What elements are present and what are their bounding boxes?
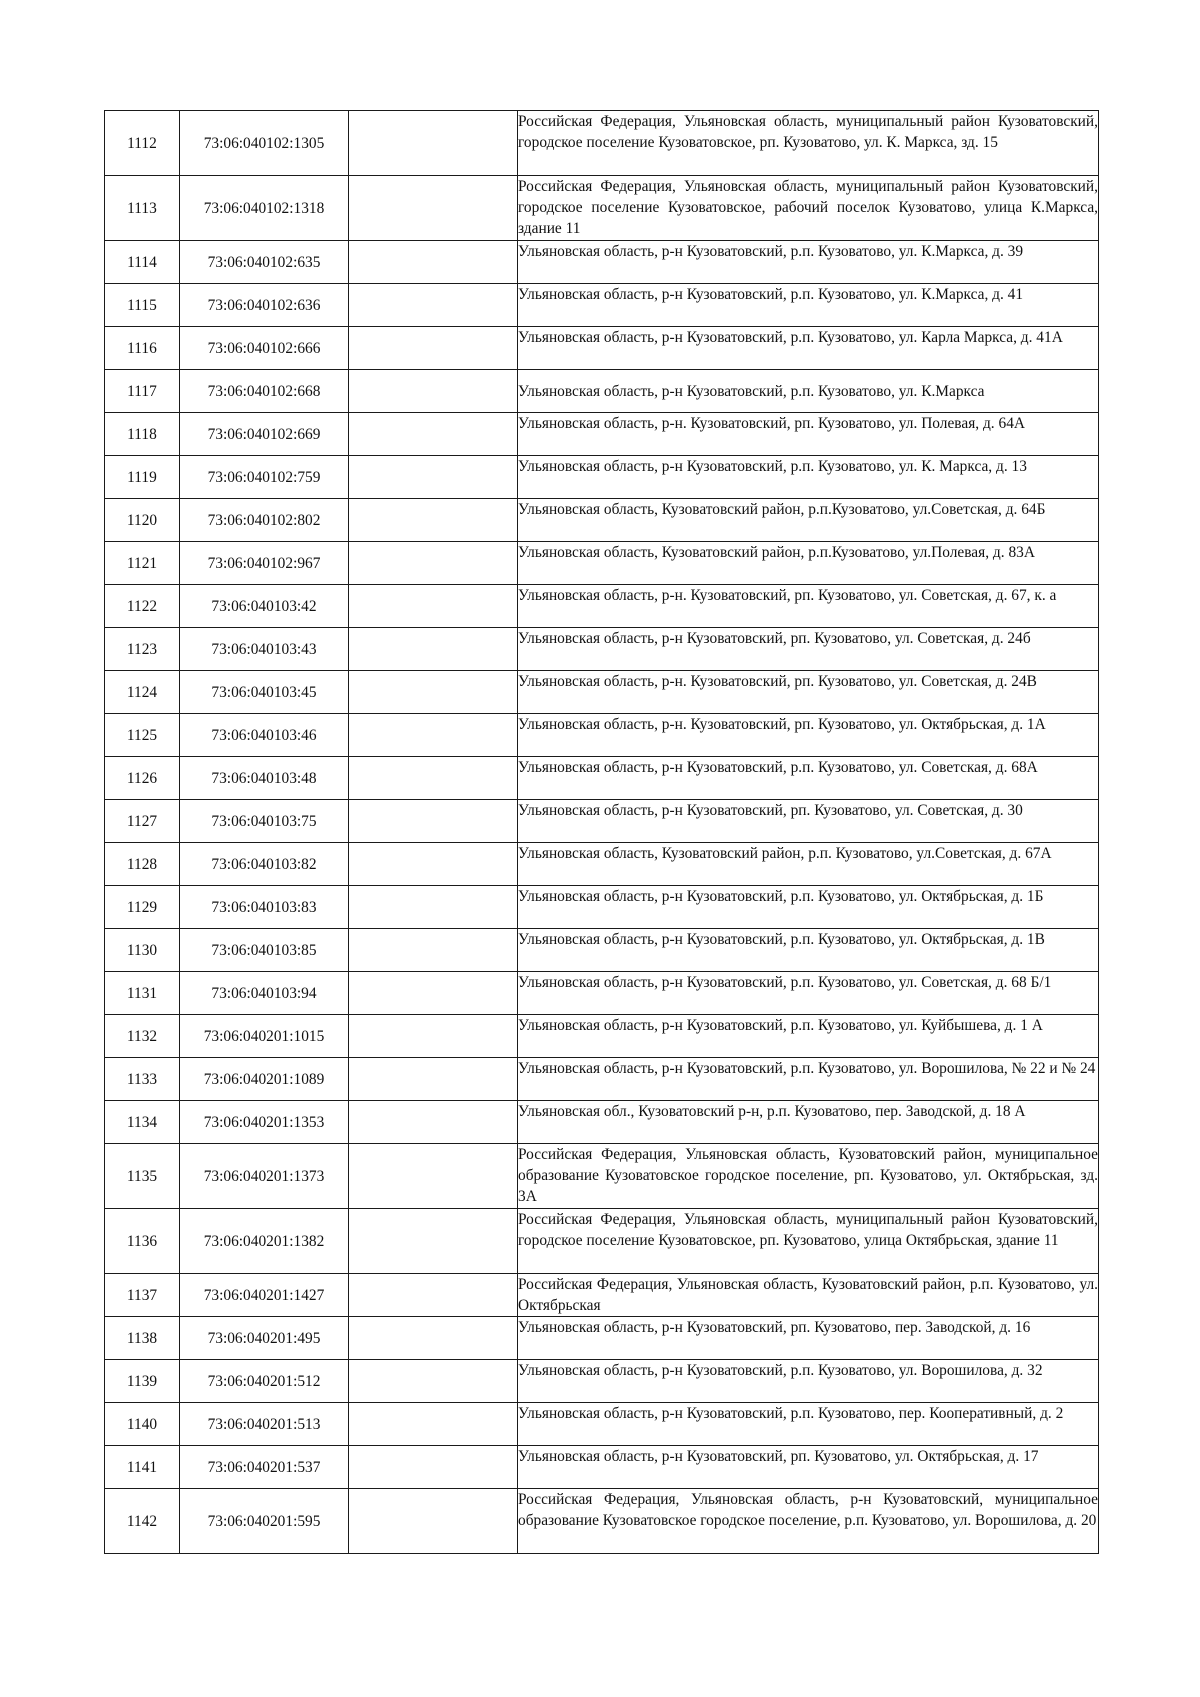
empty-cell [349, 284, 518, 327]
empty-cell [349, 1489, 518, 1554]
address-cell: Ульяновская область, р-н Кузоватовский, р.п. Кузоватово, ул. К. Маркса, д. 13 [518, 456, 1099, 499]
table-row [105, 1274, 1099, 1317]
row-number: 1125 [105, 714, 180, 757]
cadastral-number: 73:06:040103:82 [180, 843, 349, 886]
cadastral-number: 73:06:040102:1318 [180, 176, 349, 241]
cadastral-number: 73:06:040103:85 [180, 929, 349, 972]
table-row [105, 1015, 1099, 1058]
address-cell: Российская Федерация, Ульяновская область, Кузоватовский район, р.п. Кузоватово, ул. Октябрьская [518, 1274, 1099, 1317]
table-row [105, 1403, 1099, 1446]
cadastral-number: 73:06:040102:759 [180, 456, 349, 499]
address-cell: Ульяновская область, Кузоватовский район, р.п.Кузоватово, ул.Советская, д. 64Б [518, 499, 1099, 542]
cadastral-number: 73:06:040102:666 [180, 327, 349, 370]
table-row [105, 972, 1099, 1015]
row-number: 1120 [105, 499, 180, 542]
cadastral-number: 73:06:040102:635 [180, 241, 349, 284]
table-row [105, 176, 1099, 241]
empty-cell [349, 542, 518, 585]
address-cell: Ульяновская область, р-н Кузоватовский, р.п. Кузоватово, ул. К.Маркса, д. 39 [518, 241, 1099, 284]
address-cell: Ульяновская область, р-н Кузоватовский, р.п. Кузоватово, ул. Советская, д. 68А [518, 757, 1099, 800]
empty-cell [349, 499, 518, 542]
property-registry-table [104, 110, 1099, 1554]
empty-cell [349, 1360, 518, 1403]
cadastral-number: 73:06:040102:1305 [180, 111, 349, 176]
table-row [105, 585, 1099, 628]
cadastral-number: 73:06:040103:46 [180, 714, 349, 757]
address-cell: Ульяновская область, р-н Кузоватовский, р.п. Кузоватово, ул. К.Маркса [518, 370, 1099, 413]
address-cell: Российская Федерация, Ульяновская область, муниципальный район Кузоватовский, городское поселение Кузоватовское, рп. Кузоватово, улица Октябрьская, здание 11 [518, 1209, 1099, 1274]
empty-cell [349, 1317, 518, 1360]
cadastral-number: 73:06:040103:42 [180, 585, 349, 628]
address-cell: Российская Федерация, Ульяновская область, муниципальный район Кузоватовский, городское поселение Кузоватовское, рабочий поселок Кузоватово, улица К.Маркса, здание 11 [518, 176, 1099, 241]
address-cell: Ульяновская область, р-н Кузоватовский, рп. Кузоватово, ул. Октябрьская, д. 17 [518, 1446, 1099, 1489]
empty-cell [349, 714, 518, 757]
address-cell: Ульяновская область, р-н Кузоватовский, рп. Кузоватово, пер. Заводской, д. 16 [518, 1317, 1099, 1360]
cadastral-number: 73:06:040102:668 [180, 370, 349, 413]
cadastral-number: 73:06:040103:45 [180, 671, 349, 714]
table-row [105, 499, 1099, 542]
cadastral-number: 73:06:040201:1089 [180, 1058, 349, 1101]
row-number: 1130 [105, 929, 180, 972]
table-row [105, 671, 1099, 714]
address-cell: Ульяновская область, р-н Кузоватовский, р.п. Кузоватово, ул. Советская, д. 68 Б/1 [518, 972, 1099, 1015]
empty-cell [349, 585, 518, 628]
empty-cell [349, 1101, 518, 1144]
address-cell: Ульяновская область, Кузоватовский район, р.п. Кузоватово, ул.Советская, д. 67А [518, 843, 1099, 886]
table-row [105, 1360, 1099, 1403]
table-row [105, 843, 1099, 886]
row-number: 1142 [105, 1489, 180, 1554]
row-number: 1127 [105, 800, 180, 843]
table-row [105, 542, 1099, 585]
address-cell: Ульяновская обл., Кузоватовский р-н, р.п. Кузоватово, пер. Заводской, д. 18 А [518, 1101, 1099, 1144]
cadastral-number: 73:06:040201:537 [180, 1446, 349, 1489]
row-number: 1124 [105, 671, 180, 714]
empty-cell [349, 628, 518, 671]
table-row [105, 628, 1099, 671]
row-number: 1126 [105, 757, 180, 800]
table-row [105, 886, 1099, 929]
address-cell: Ульяновская область, р-н. Кузоватовский, рп. Кузоватово, ул. Советская, д. 24В [518, 671, 1099, 714]
address-cell: Ульяновская область, р-н Кузоватовский, р.п. Кузоватово, пер. Кооперативный, д. 2 [518, 1403, 1099, 1446]
registry-body [105, 111, 1099, 1554]
address-cell: Ульяновская область, р-н Кузоватовский, рп. Кузоватово, ул. Советская, д. 24б [518, 628, 1099, 671]
row-number: 1118 [105, 413, 180, 456]
cadastral-number: 73:06:040103:43 [180, 628, 349, 671]
row-number: 1128 [105, 843, 180, 886]
cadastral-number: 73:06:040201:1373 [180, 1144, 349, 1209]
row-number: 1121 [105, 542, 180, 585]
cadastral-number: 73:06:040103:48 [180, 757, 349, 800]
row-number: 1138 [105, 1317, 180, 1360]
address-cell: Ульяновская область, р-н Кузоватовский, р.п. Кузоватово, ул. Ворошилова, № 22 и № 24 [518, 1058, 1099, 1101]
address-cell: Ульяновская область, р-н Кузоватовский, р.п. Кузоватово, ул. К.Маркса, д. 41 [518, 284, 1099, 327]
row-number: 1134 [105, 1101, 180, 1144]
address-cell: Ульяновская область, р-н. Кузоватовский, рп. Кузоватово, ул. Полевая, д. 64А [518, 413, 1099, 456]
table-row [105, 1101, 1099, 1144]
empty-cell [349, 1274, 518, 1317]
cadastral-number: 73:06:040201:512 [180, 1360, 349, 1403]
row-number: 1135 [105, 1144, 180, 1209]
table-row [105, 1058, 1099, 1101]
address-cell: Ульяновская область, р-н Кузоватовский, р.п. Кузоватово, ул. Карла Маркса, д. 41А [518, 327, 1099, 370]
row-number: 1114 [105, 241, 180, 284]
row-number: 1116 [105, 327, 180, 370]
document-page [104, 110, 1099, 1554]
address-cell: Ульяновская область, р-н. Кузоватовский, рп. Кузоватово, ул. Октябрьская, д. 1А [518, 714, 1099, 757]
table-row [105, 1209, 1099, 1274]
row-number: 1141 [105, 1446, 180, 1489]
empty-cell [349, 1403, 518, 1446]
table-row [105, 284, 1099, 327]
cadastral-number: 73:06:040103:83 [180, 886, 349, 929]
table-row [105, 456, 1099, 499]
table-row [105, 241, 1099, 284]
row-number: 1136 [105, 1209, 180, 1274]
cadastral-number: 73:06:040103:94 [180, 972, 349, 1015]
cadastral-number: 73:06:040102:636 [180, 284, 349, 327]
row-number: 1129 [105, 886, 180, 929]
cadastral-number: 73:06:040102:669 [180, 413, 349, 456]
cadastral-number: 73:06:040102:802 [180, 499, 349, 542]
cadastral-number: 73:06:040201:495 [180, 1317, 349, 1360]
cadastral-number: 73:06:040103:75 [180, 800, 349, 843]
empty-cell [349, 972, 518, 1015]
empty-cell [349, 1209, 518, 1274]
empty-cell [349, 456, 518, 499]
table-row [105, 929, 1099, 972]
empty-cell [349, 176, 518, 241]
address-cell: Ульяновская область, р-н Кузоватовский, р.п. Кузоватово, ул. Октябрьская, д. 1В [518, 929, 1099, 972]
row-number: 1140 [105, 1403, 180, 1446]
address-cell: Российская Федерация, Ульяновская область, Кузоватовский район, муниципальное образование Кузоватовское городское поселение, рп. Кузоватово, ул. Октябрьская, зд. 3А [518, 1144, 1099, 1209]
table-row [105, 1144, 1099, 1209]
address-cell: Ульяновская область, р-н Кузоватовский, р.п. Кузоватово, ул. Ворошилова, д. 32 [518, 1360, 1099, 1403]
table-row [105, 757, 1099, 800]
table-row [105, 111, 1099, 176]
empty-cell [349, 1144, 518, 1209]
empty-cell [349, 929, 518, 972]
table-row [105, 413, 1099, 456]
cadastral-number: 73:06:040201:595 [180, 1489, 349, 1554]
address-cell: Российская Федерация, Ульяновская область, р-н Кузоватовский, муниципальное образование Кузоватовское городское поселение, р.п. Кузоватово, ул. Ворошилова, д. 20 [518, 1489, 1099, 1554]
table-row [105, 1489, 1099, 1554]
cadastral-number: 73:06:040201:1382 [180, 1209, 349, 1274]
row-number: 1139 [105, 1360, 180, 1403]
row-number: 1137 [105, 1274, 180, 1317]
empty-cell [349, 1015, 518, 1058]
empty-cell [349, 327, 518, 370]
table-row [105, 370, 1099, 413]
row-number: 1131 [105, 972, 180, 1015]
empty-cell [349, 111, 518, 176]
row-number: 1119 [105, 456, 180, 499]
table-row [105, 1446, 1099, 1489]
empty-cell [349, 413, 518, 456]
address-cell: Ульяновская область, р-н. Кузоватовский, рп. Кузоватово, ул. Советская, д. 67, к. а [518, 585, 1099, 628]
empty-cell [349, 800, 518, 843]
address-cell: Ульяновская область, Кузоватовский район, р.п.Кузоватово, ул.Полевая, д. 83А [518, 542, 1099, 585]
empty-cell [349, 843, 518, 886]
empty-cell [349, 757, 518, 800]
address-cell: Российская Федерация, Ульяновская область, муниципальный район Кузоватовский, городское поселение Кузоватовское, рп. Кузоватово, ул. К. Маркса, зд. 15 [518, 111, 1099, 176]
row-number: 1133 [105, 1058, 180, 1101]
cadastral-number: 73:06:040201:1427 [180, 1274, 349, 1317]
table-row [105, 800, 1099, 843]
address-cell: Ульяновская область, р-н Кузоватовский, рп. Кузоватово, ул. Советская, д. 30 [518, 800, 1099, 843]
empty-cell [349, 370, 518, 413]
empty-cell [349, 671, 518, 714]
cadastral-number: 73:06:040201:1015 [180, 1015, 349, 1058]
empty-cell [349, 886, 518, 929]
empty-cell [349, 241, 518, 284]
empty-cell [349, 1446, 518, 1489]
empty-cell [349, 1058, 518, 1101]
row-number: 1112 [105, 111, 180, 176]
row-number: 1122 [105, 585, 180, 628]
cadastral-number: 73:06:040201:513 [180, 1403, 349, 1446]
row-number: 1123 [105, 628, 180, 671]
row-number: 1132 [105, 1015, 180, 1058]
address-cell: Ульяновская область, р-н Кузоватовский, р.п. Кузоватово, ул. Октябрьская, д. 1Б [518, 886, 1099, 929]
row-number: 1115 [105, 284, 180, 327]
cadastral-number: 73:06:040201:1353 [180, 1101, 349, 1144]
table-row [105, 327, 1099, 370]
address-cell: Ульяновская область, р-н Кузоватовский, р.п. Кузоватово, ул. Куйбышева, д. 1 А [518, 1015, 1099, 1058]
table-row [105, 1317, 1099, 1360]
row-number: 1113 [105, 176, 180, 241]
table-row [105, 714, 1099, 757]
row-number: 1117 [105, 370, 180, 413]
cadastral-number: 73:06:040102:967 [180, 542, 349, 585]
